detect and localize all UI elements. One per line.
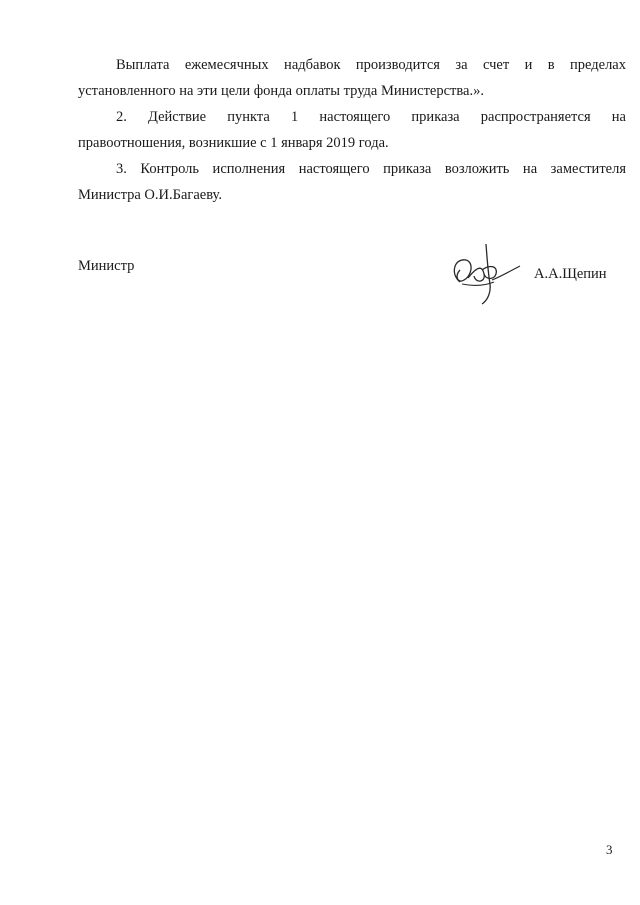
paragraph-first-line: 3. Контроль исполнения настоящего приказа возложить на заместителя <box>116 161 626 177</box>
paragraph-first-line: 2. Действие пункта 1 настоящего приказа распространяется на <box>116 109 626 125</box>
paragraph-continuation: установленного на эти цели фонда оплаты труда Министерства.». <box>78 83 484 99</box>
handwritten-signature <box>446 240 526 310</box>
signer-name: А.А.Щепин <box>534 266 607 282</box>
paragraph-effective-date <box>78 104 626 156</box>
position-title: Министр <box>78 258 135 274</box>
paragraph-first-line: Выплата ежемесячных надбавок производится за счет и в пределах <box>116 57 626 73</box>
paragraph-payment-source <box>78 52 626 104</box>
paragraph-continuation: Министра О.И.Багаеву. <box>78 187 222 203</box>
signature-block <box>78 258 626 318</box>
paragraph-continuation: правоотношения, возникшие с 1 января 2019 года. <box>78 135 389 151</box>
paragraph-execution-control <box>78 156 626 208</box>
page-number: 3 <box>606 842 613 857</box>
